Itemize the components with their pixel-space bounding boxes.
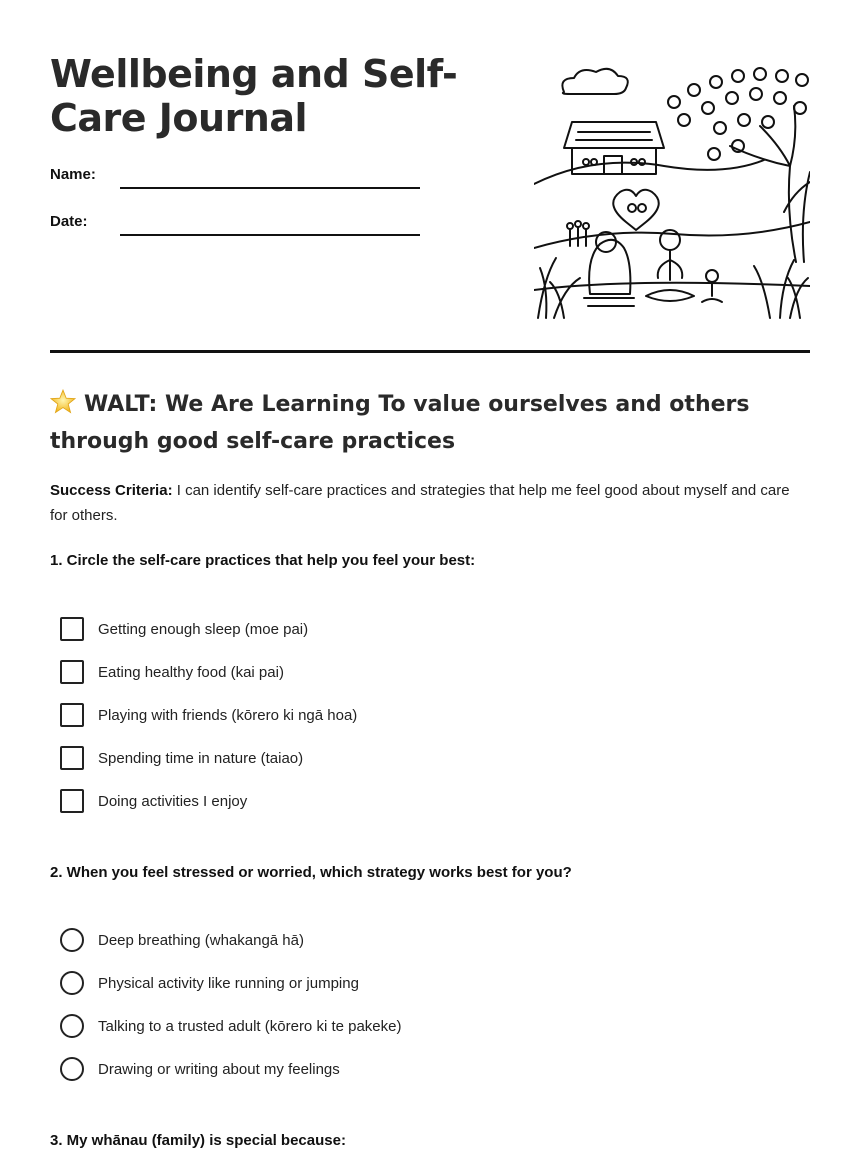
question-2-prompt: 2. When you feel stressed or worried, which strategy works best for you? [50, 864, 572, 881]
option-label: Spending time in nature (taiao) [98, 749, 304, 767]
success-criteria-label: Success Criteria: [50, 482, 173, 499]
option-label: Deep breathing (whakangā hā) [98, 931, 304, 949]
date-label: Date: [50, 213, 88, 230]
option-label: Drawing or writing about my feelings [98, 1060, 340, 1078]
radio-button[interactable] [60, 928, 84, 952]
option-friends[interactable] [60, 703, 357, 727]
option-label: Physical activity like running or jumping [98, 974, 359, 992]
radio-button[interactable] [60, 1057, 84, 1081]
question-3-prompt: 3. My whānau (family) is special because: [50, 1132, 346, 1149]
option-nature[interactable] [60, 746, 303, 770]
option-label: Getting enough sleep (moe pai) [98, 620, 309, 638]
option-deep-breathing[interactable] [60, 928, 304, 952]
question-1-prompt: 1. Circle the self-care practices that help you feel your best: [50, 552, 476, 569]
option-label: Playing with friends (kōrero ki ngā hoa) [98, 706, 358, 724]
page-title: Wellbeing and Self-Care Journal [50, 52, 458, 140]
date-field[interactable] [120, 234, 420, 236]
walt-heading [50, 386, 810, 460]
checkbox[interactable] [60, 617, 84, 641]
whanau-illustration [534, 62, 810, 324]
option-label: Doing activities I enjoy [98, 792, 248, 810]
section-divider [50, 350, 810, 353]
name-field[interactable] [120, 187, 420, 189]
radio-button[interactable] [60, 971, 84, 995]
option-healthy-food[interactable] [60, 660, 284, 684]
radio-button[interactable] [60, 1014, 84, 1038]
success-criteria [50, 478, 810, 528]
checkbox[interactable] [60, 746, 84, 770]
option-label: Talking to a trusted adult (kōrero ki te pakeke) [98, 1017, 402, 1035]
walt-text: WALT: We Are Learning To value ourselves and others through good self-care practices [50, 392, 750, 454]
checkbox[interactable] [60, 703, 84, 727]
success-criteria-text: I can identify self-care practices and strategies that help me feel good about myself and care for others. [50, 482, 790, 524]
option-sleep[interactable] [60, 617, 308, 641]
checkbox[interactable] [60, 789, 84, 813]
star-icon [50, 389, 76, 415]
option-physical-activity[interactable] [60, 971, 359, 995]
option-label: Eating healthy food (kai pai) [98, 663, 284, 681]
checkbox[interactable] [60, 660, 84, 684]
name-label: Name: [50, 166, 96, 183]
option-activities[interactable] [60, 789, 247, 813]
option-drawing-writing[interactable] [60, 1057, 340, 1081]
option-trusted-adult[interactable] [60, 1014, 402, 1038]
